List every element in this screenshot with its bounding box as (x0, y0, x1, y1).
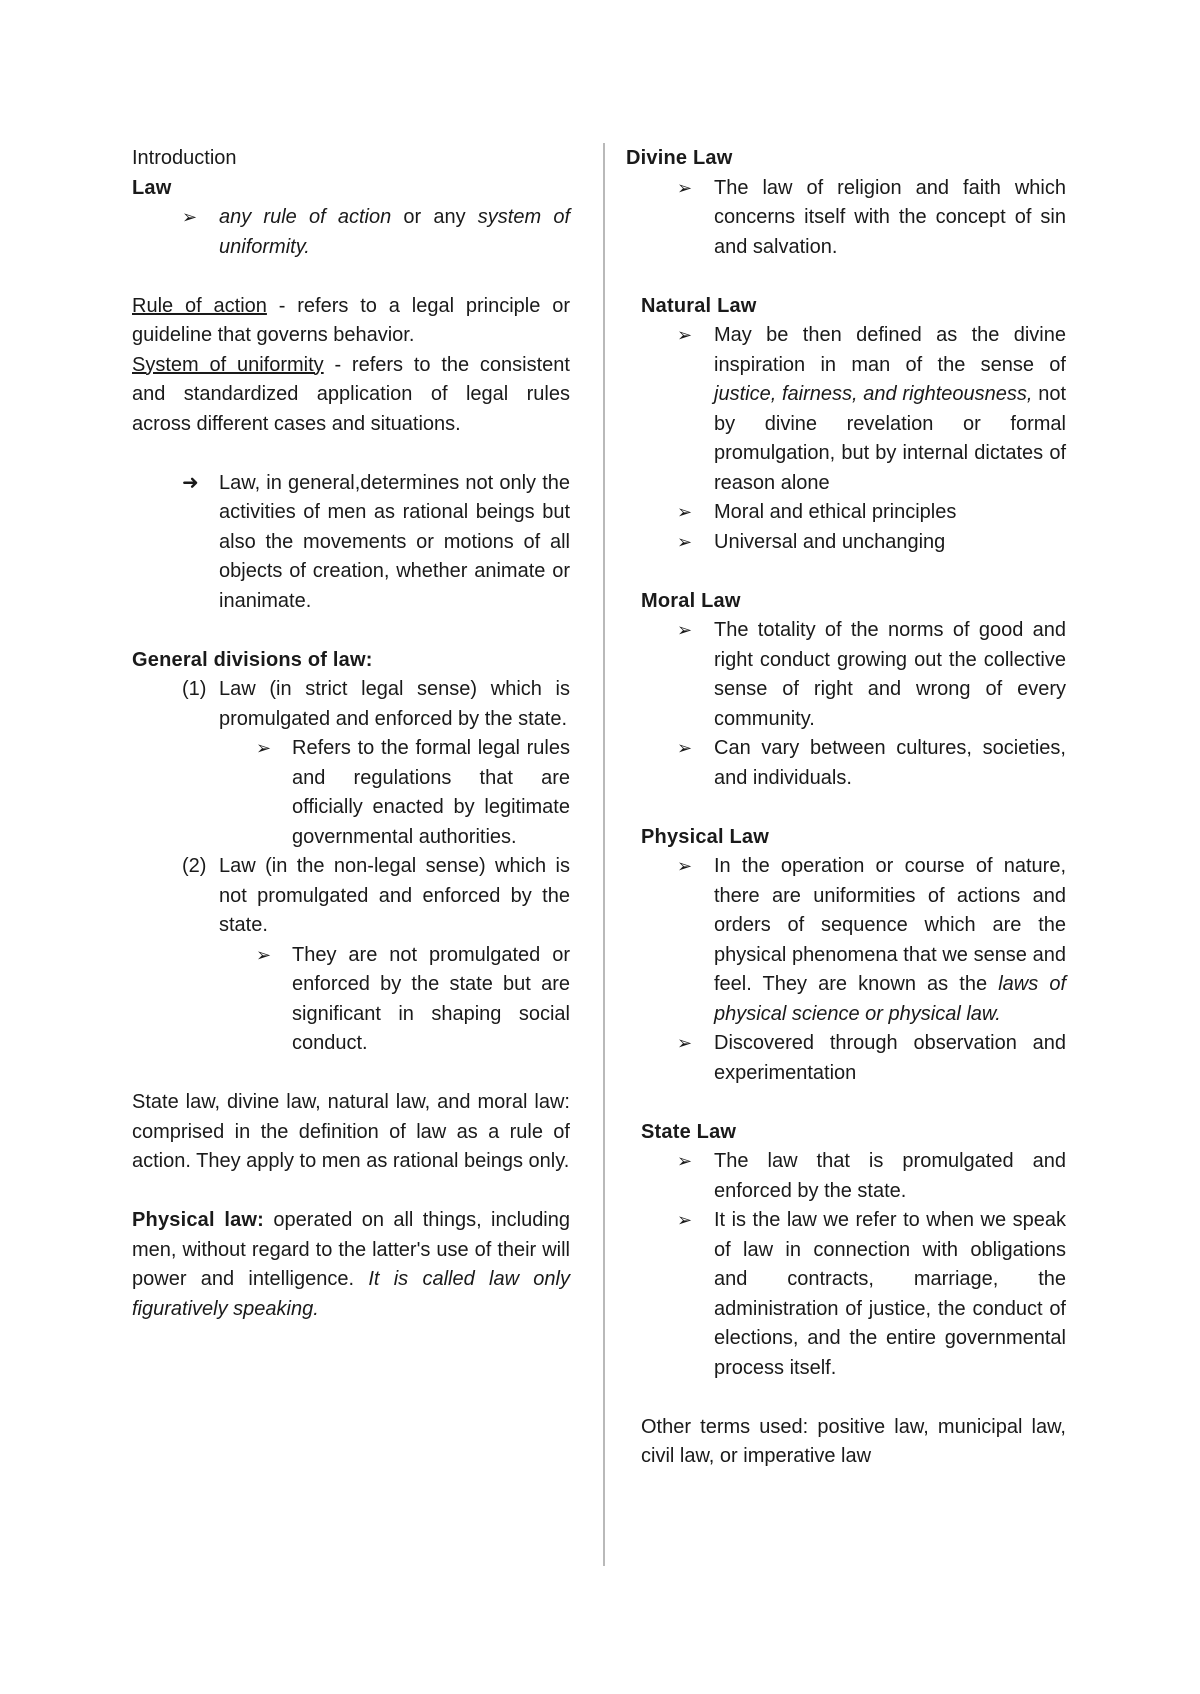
natural-law-heading: Natural Law (641, 294, 757, 317)
arrowhead-bullet-icon: ➢ (677, 1210, 693, 1230)
arrowhead-bullet-icon: ➢ (677, 325, 693, 345)
law-summary: State law, divine law, natural law, and moral law: comprised in the definition of law as a rule of action. They apply to men as rational beings only. (132, 1091, 570, 1172)
arrowhead-bullet-icon: ➢ (677, 531, 693, 552)
right-arrow-icon: ➜ (182, 471, 199, 494)
other-terms: Other terms used: positive law, municipal law, civil law, or imperative law (641, 1415, 1066, 1467)
physical-law-item-1: ➢ In the operation or course of nature, there are uniformities of actions and orders of sequence which are the physical phenomena that we sense and feel. They are known as the laws of physical science or physical law. (626, 852, 1066, 1029)
state-law-item-1: ➢ The law that is promulgated and enforced by the state. (626, 1147, 1066, 1206)
division-1-detail: ➢ Refers to the formal legal rules and regulations that are officially enacted by legitimate governmental authorities. (132, 734, 570, 852)
arrowhead-bullet-icon: ➢ (677, 620, 693, 640)
physical-law-paragraph: Physical law: operated on all things, including men, without regard to the latter's use of their will power and intelligence. It is called law only figuratively speaking. (132, 1209, 571, 1320)
natural-law-item-1: ➢ May be then defined as the divine inspiration in man of the sense of justice, fairness, and righteousness, not by divine revelation or formal promulgation, but by internal dictates of reason alone (626, 321, 1066, 498)
intro-title: Introduction (132, 147, 237, 169)
law-heading: Law (132, 176, 172, 199)
arrowhead-bullet-icon: ➢ (677, 177, 693, 198)
arrowhead-bullet-icon: ➢ (256, 944, 272, 965)
system-of-uniformity-definition: System of uniformity - refers to the consistent and standardized application of legal rules across different cases and situations. (132, 353, 570, 435)
column-divider (603, 143, 605, 1566)
arrowhead-bullet-icon: ➢ (677, 502, 693, 522)
division-1: (1) Law (in strict legal sense) which is promulgated and enforced by the state. (182, 678, 570, 730)
moral-law-item-1: ➢ The totality of the norms of good and right conduct growing out the collective sense of right and wrong of every community. (626, 616, 1066, 734)
natural-law-item-3: ➢ Universal and unchanging (626, 528, 1066, 558)
state-law-item-2: ➢ It is the law we refer to when we speak of law in connection with obligations and contracts, marriage, the administration of justice, the conduct of elections, and the entire governmental process itself. (626, 1206, 1066, 1383)
arrowhead-bullet-icon: ➢ (677, 856, 693, 876)
division-2-detail: ➢ They are not promulgated or enforced by the state but are significant in shaping social conduct. (132, 941, 570, 1059)
arrowhead-bullet-icon: ➢ (182, 207, 198, 227)
law-definition: ➢ any rule of action or any system of uniformity. (132, 203, 570, 262)
arrowhead-bullet-icon: ➢ (677, 738, 693, 758)
law-general-note: ➜ Law, in general,determines not only the activities of men as rational beings but also the movements or motions of all objects of creation, whether animate or inanimate. (132, 469, 570, 617)
state-law-heading: State Law (641, 1120, 737, 1143)
arrowhead-bullet-icon: ➢ (256, 738, 272, 758)
left-column (132, 144, 570, 1324)
divine-law-heading: Divine Law (626, 147, 733, 169)
moral-law-item-2: ➢ Can vary between cultures, societies, and individuals. (626, 734, 1066, 793)
physical-law-heading: Physical Law (641, 825, 770, 848)
physical-law-item-2: ➢ Discovered through observation and experimentation (626, 1029, 1066, 1088)
arrowhead-bullet-icon: ➢ (677, 1151, 693, 1171)
arrowhead-bullet-icon: ➢ (677, 1033, 693, 1053)
moral-law-heading: Moral Law (641, 589, 741, 612)
rule-of-action-definition: Rule of action - refers to a legal principle or guideline that governs behavior. (132, 294, 571, 346)
right-column (626, 144, 1066, 1472)
divisions-heading: General divisions of law: (132, 648, 373, 671)
natural-law-item-2: ➢ Moral and ethical principles (626, 498, 1066, 528)
division-2: (2) Law (in the non-legal sense) which is not promulgated and enforced by the state. (182, 855, 570, 936)
divine-law-item: ➢ The law of religion and faith which concerns itself with the concept of sin and salvation. (626, 174, 1066, 263)
